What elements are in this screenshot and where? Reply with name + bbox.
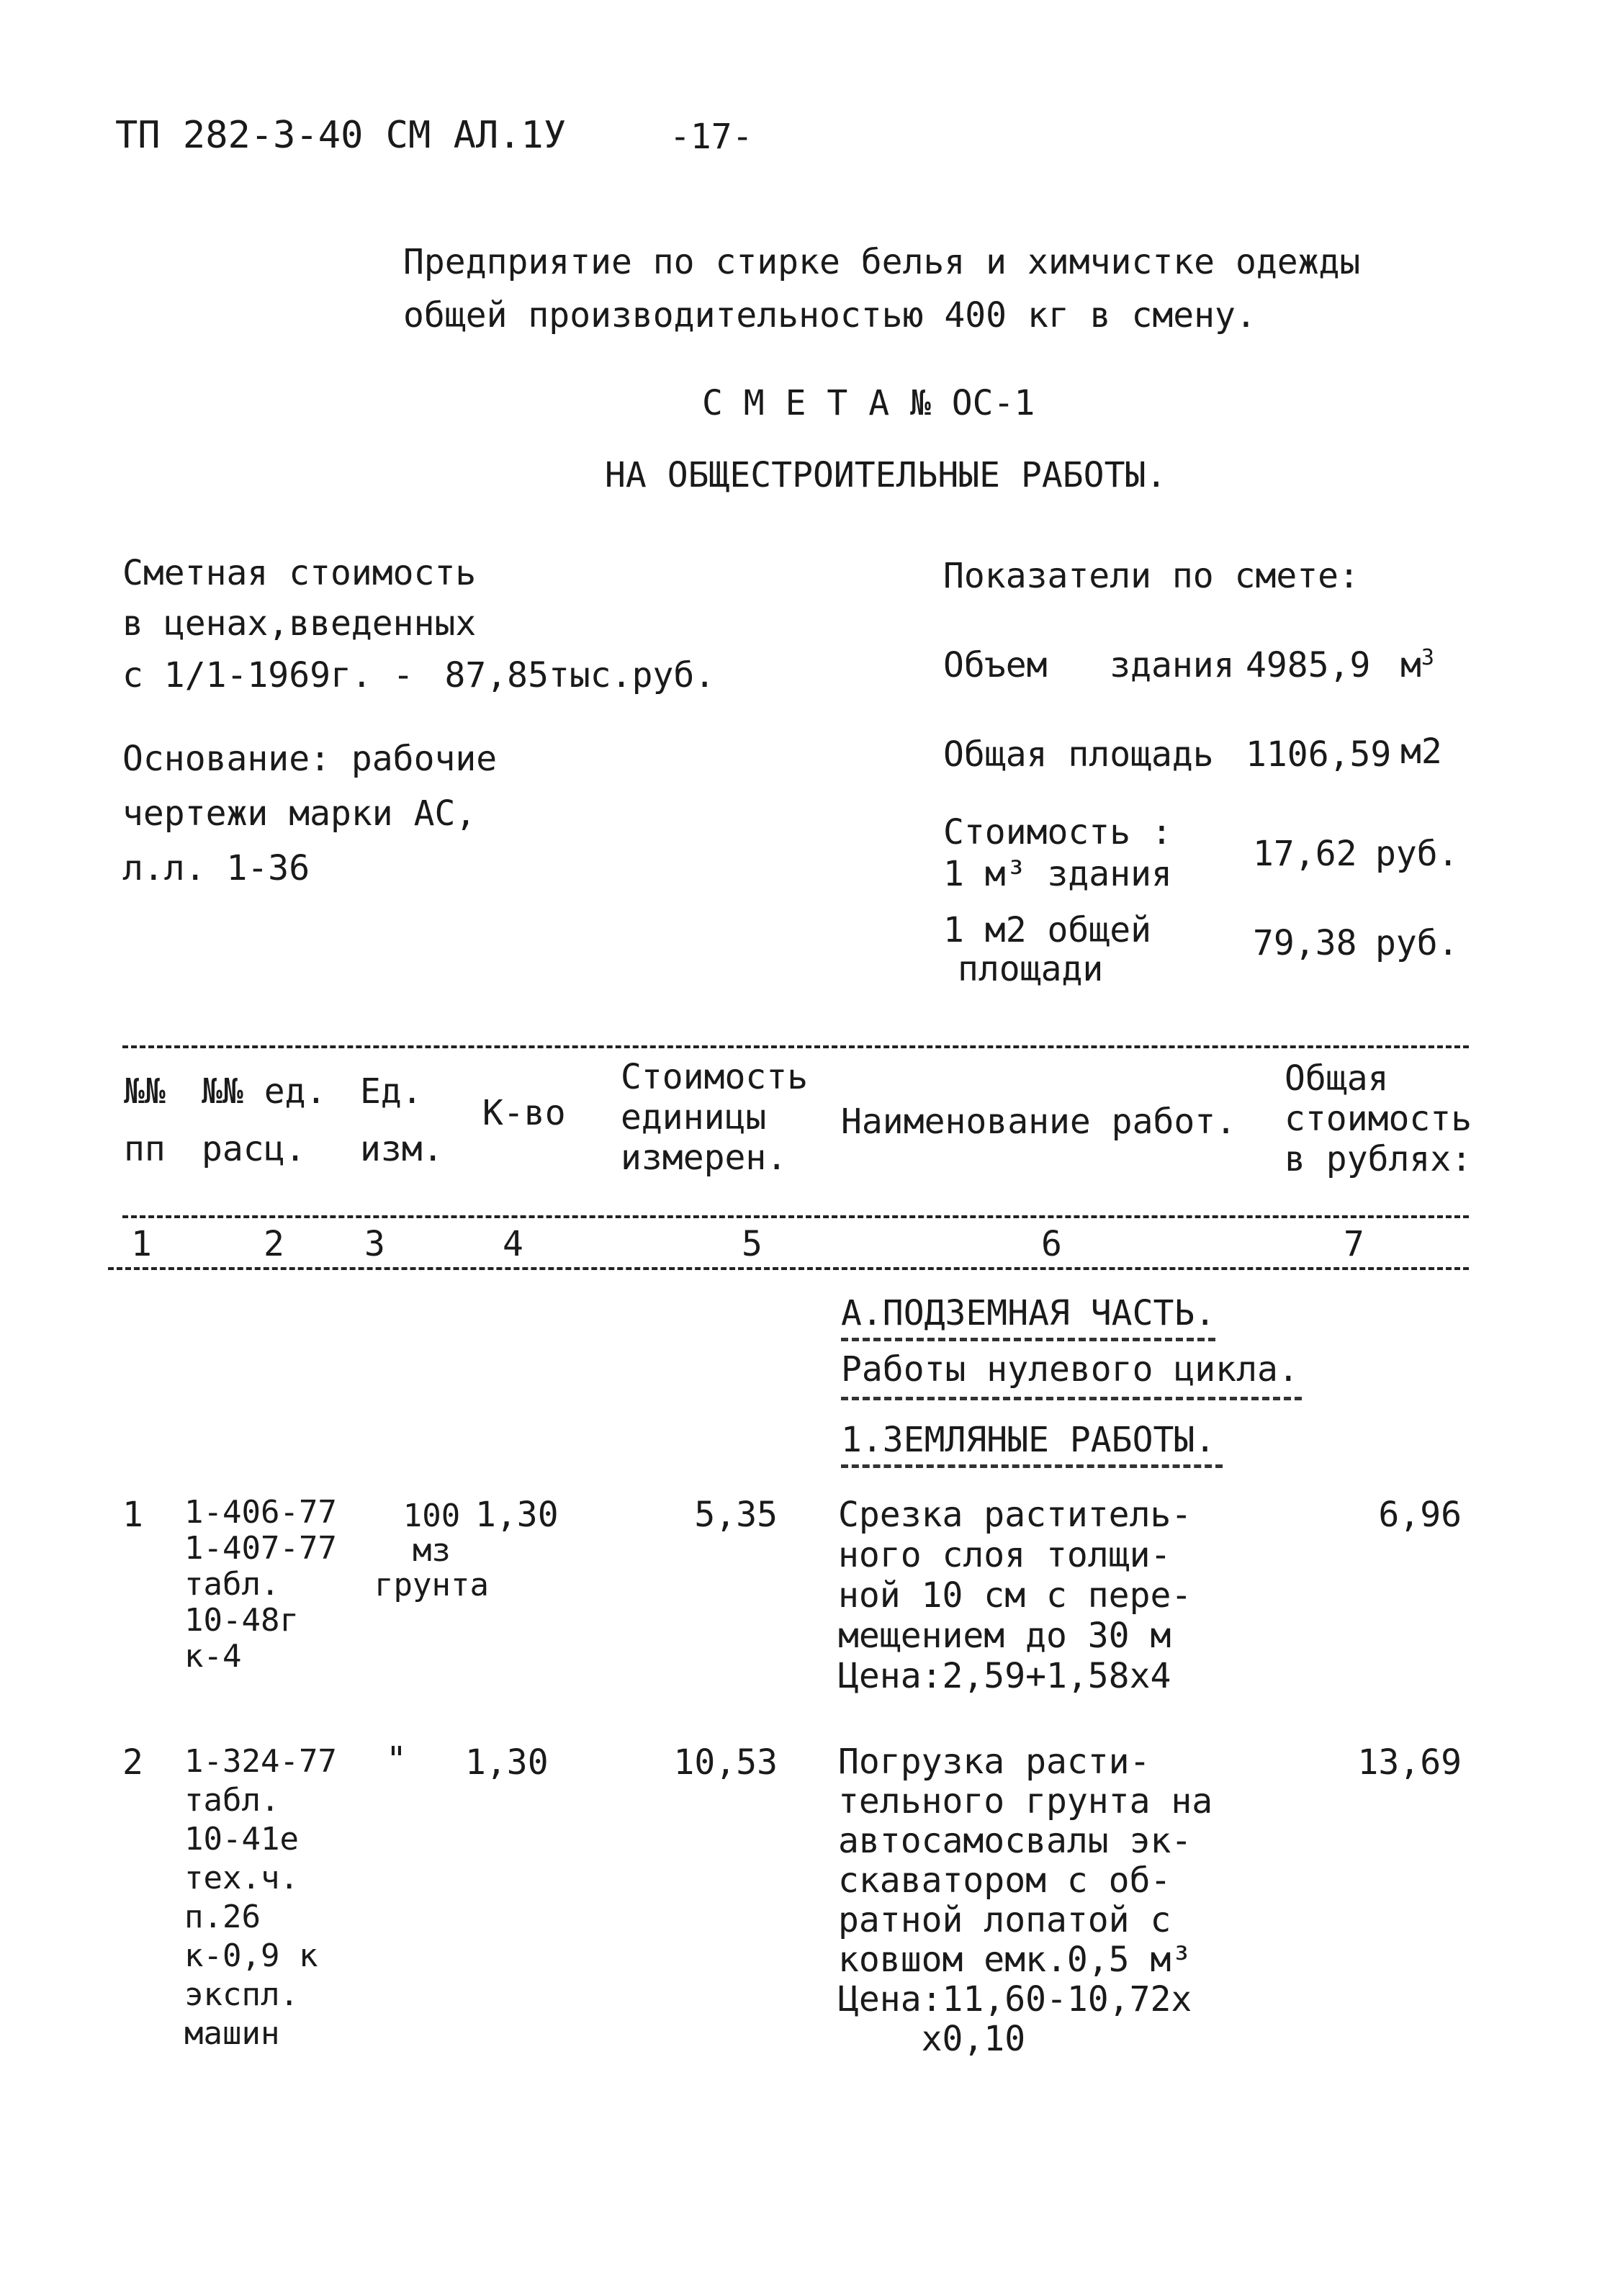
colnum-6: 6 bbox=[1041, 1224, 1062, 1264]
header-col-2-line-1: №№ ед. bbox=[202, 1071, 327, 1112]
header-col-6: Наименование работ. bbox=[841, 1102, 1237, 1142]
row-1-qty: 1,30 bbox=[475, 1495, 559, 1535]
row-2-name-line: тельного грунта на bbox=[838, 1781, 1213, 1822]
section-underground: А.ПОДЗЕМНАЯ ЧАСТЬ. bbox=[841, 1293, 1216, 1333]
row-2-name-line: х0,10 bbox=[838, 2019, 1026, 2059]
area-value: 1106,59 bbox=[1246, 734, 1392, 775]
cost-m2-value: 79,38 bbox=[1253, 923, 1357, 963]
header-col-4: К-во bbox=[482, 1093, 566, 1133]
table-top-rule bbox=[122, 1045, 1469, 1048]
row-2-name bbox=[838, 1742, 1213, 2059]
colnum-2: 2 bbox=[264, 1224, 284, 1264]
cost-m3-value: 17,62 bbox=[1253, 834, 1357, 874]
basis-line-2: чертежи марки АС, bbox=[122, 793, 477, 834]
volume-value: 4985,9 bbox=[1246, 645, 1371, 685]
row-2-code-line: тех.ч. bbox=[184, 1860, 299, 1896]
row-1-code-line: к-4 bbox=[184, 1638, 242, 1675]
header-col-3 bbox=[360, 1071, 444, 1169]
header-col-5 bbox=[621, 1057, 808, 1178]
cost-m2-unit: руб. bbox=[1375, 923, 1459, 963]
section-earthworks-underline bbox=[841, 1464, 1223, 1468]
basis-line-1: Основание: рабочие bbox=[122, 739, 498, 779]
colnum-5: 5 bbox=[742, 1224, 762, 1264]
volume-unit bbox=[1400, 645, 1434, 685]
colnum-3: 3 bbox=[364, 1224, 385, 1264]
colnum-1: 1 bbox=[131, 1224, 152, 1264]
colnum-4: 4 bbox=[503, 1224, 523, 1264]
row-1-unit bbox=[374, 1499, 489, 1603]
section-earthworks: 1.ЗЕМЛЯНЫЕ РАБОТЫ. bbox=[841, 1420, 1216, 1460]
row-1-code-line: 1-406-77 bbox=[184, 1494, 337, 1531]
header-col-7-line-2: стоимость bbox=[1285, 1099, 1472, 1139]
header-col-1 bbox=[124, 1071, 166, 1169]
header-col-5-line-2: единицы bbox=[621, 1097, 767, 1138]
row-2-code bbox=[184, 1742, 337, 2053]
row-2-name-line: ратной лопатой с bbox=[838, 1900, 1171, 1940]
section-zero-cycle: Работы нулевого цикла. bbox=[841, 1349, 1299, 1390]
header-col-7-line-3: в рублях: bbox=[1285, 1139, 1472, 1179]
estimate-subtitle: НА ОБЩЕСТРОИТЕЛЬНЫЕ РАБОТЫ. bbox=[605, 455, 1167, 495]
cost-indicator-label: Стоимость : bbox=[943, 812, 1172, 852]
row-1-unit-line: грунта bbox=[374, 1567, 489, 1603]
row-1-total: 6,96 bbox=[1378, 1495, 1462, 1535]
row-2-total: 13,69 bbox=[1357, 1742, 1462, 1783]
intro-line-1: Предприятие по стирке белья и химчистке одежды bbox=[403, 242, 1361, 282]
document-code: ТП 282-3-40 СМ АЛ.1У bbox=[115, 114, 567, 157]
cost-m2-label-2: площади bbox=[958, 949, 1104, 989]
row-1-name-line: ного слоя толщи- bbox=[838, 1535, 1171, 1575]
section-zero-cycle-underline bbox=[841, 1397, 1302, 1400]
colnum-7: 7 bbox=[1344, 1224, 1364, 1264]
volume-unit-text: м bbox=[1400, 645, 1421, 685]
row-2-code-line: 10-41е bbox=[184, 1821, 299, 1858]
row-2-code-line: 1-324-77 bbox=[184, 1743, 337, 1780]
row-2-unit-cost: 10,53 bbox=[673, 1742, 778, 1783]
row-2-num: 2 bbox=[122, 1742, 143, 1783]
row-1-name-line: Срезка раститель- bbox=[838, 1495, 1192, 1535]
volume-unit-sup: 3 bbox=[1421, 645, 1434, 670]
row-2-name-line: автосамосвалы эк- bbox=[838, 1821, 1192, 1861]
row-1-unit-cost: 5,35 bbox=[694, 1495, 778, 1535]
row-1-name-line: ной 10 см с пере- bbox=[838, 1575, 1192, 1616]
cost-m3-unit: руб. bbox=[1375, 834, 1459, 874]
estimate-title: С М Е Т А № ОС-1 bbox=[702, 383, 1035, 423]
header-col-3-line-1: Ед. bbox=[360, 1071, 423, 1112]
row-2-code-line: п.26 bbox=[184, 1899, 261, 1935]
row-1-name-line: мещением до 30 м bbox=[838, 1616, 1171, 1656]
cost-m2-label-1: 1 м2 общей bbox=[943, 910, 1151, 950]
row-2-code-line: машин bbox=[184, 2015, 280, 2052]
cost-line-3 bbox=[122, 655, 715, 695]
page-number: -17- bbox=[670, 117, 753, 157]
row-1-unit-line: 100 bbox=[402, 1498, 461, 1534]
header-col-1-line-2: пп bbox=[124, 1129, 166, 1169]
cost-value: 87,85тыс.руб. bbox=[444, 655, 716, 695]
header-col-7-line-1: Общая bbox=[1285, 1058, 1389, 1099]
header-col-3-line-2: изм. bbox=[360, 1129, 444, 1169]
colnum-rule bbox=[108, 1267, 1469, 1270]
header-col-1-line-1: №№ bbox=[124, 1071, 166, 1112]
row-2-name-line: скаватором с об- bbox=[838, 1860, 1171, 1901]
row-1-code-line: 10-48г bbox=[184, 1602, 299, 1639]
row-1-code bbox=[184, 1495, 337, 1675]
row-2-code-line: экспл. bbox=[184, 1976, 299, 2013]
row-2-name-line: Погрузка расти- bbox=[838, 1742, 1151, 1782]
cost-date: с 1/1-1969г. - bbox=[122, 655, 414, 695]
volume-label: Объем здания bbox=[943, 645, 1235, 685]
row-1-unit-line: мз bbox=[412, 1532, 451, 1569]
header-col-5-line-1: Стоимость bbox=[621, 1057, 809, 1097]
header-col-2 bbox=[202, 1071, 326, 1169]
basis-line-3: л.л. 1-36 bbox=[122, 848, 310, 888]
header-col-7 bbox=[1285, 1058, 1472, 1179]
row-1-num: 1 bbox=[122, 1495, 143, 1535]
header-col-5-line-3: измерен. bbox=[621, 1138, 788, 1178]
row-1-code-line: табл. bbox=[184, 1566, 280, 1603]
row-1-name-line: Цена:2,59+1,58х4 bbox=[838, 1656, 1171, 1696]
intro-line-2: общей производительностью 400 кг в смену. bbox=[403, 295, 1256, 336]
cost-line-2: в ценах,введенных bbox=[122, 603, 477, 644]
area-unit: м2 bbox=[1400, 731, 1442, 772]
row-2-code-line: табл. bbox=[184, 1782, 280, 1819]
row-2-unit: " bbox=[386, 1739, 407, 1780]
section-underground-underline bbox=[841, 1338, 1215, 1341]
cost-line-1: Сметная стоимость bbox=[122, 553, 477, 593]
header-bottom-rule bbox=[122, 1215, 1469, 1218]
row-2-name-line: ковшом емк.0,5 м³ bbox=[838, 1940, 1192, 1980]
row-2-name-line: Цена:11,60-10,72х bbox=[838, 1979, 1192, 2020]
row-2-code-line: к-0,9 к bbox=[184, 1937, 318, 1974]
cost-m3-label: 1 м³ здания bbox=[943, 854, 1172, 894]
row-1-code-line: 1-407-77 bbox=[184, 1530, 337, 1567]
indicators-heading: Показатели по смете: bbox=[943, 556, 1359, 596]
header-col-2-line-2: расц. bbox=[202, 1129, 306, 1169]
row-2-qty: 1,30 bbox=[465, 1742, 549, 1783]
row-1-name bbox=[838, 1495, 1192, 1696]
area-label: Общая площадь bbox=[943, 734, 1214, 775]
